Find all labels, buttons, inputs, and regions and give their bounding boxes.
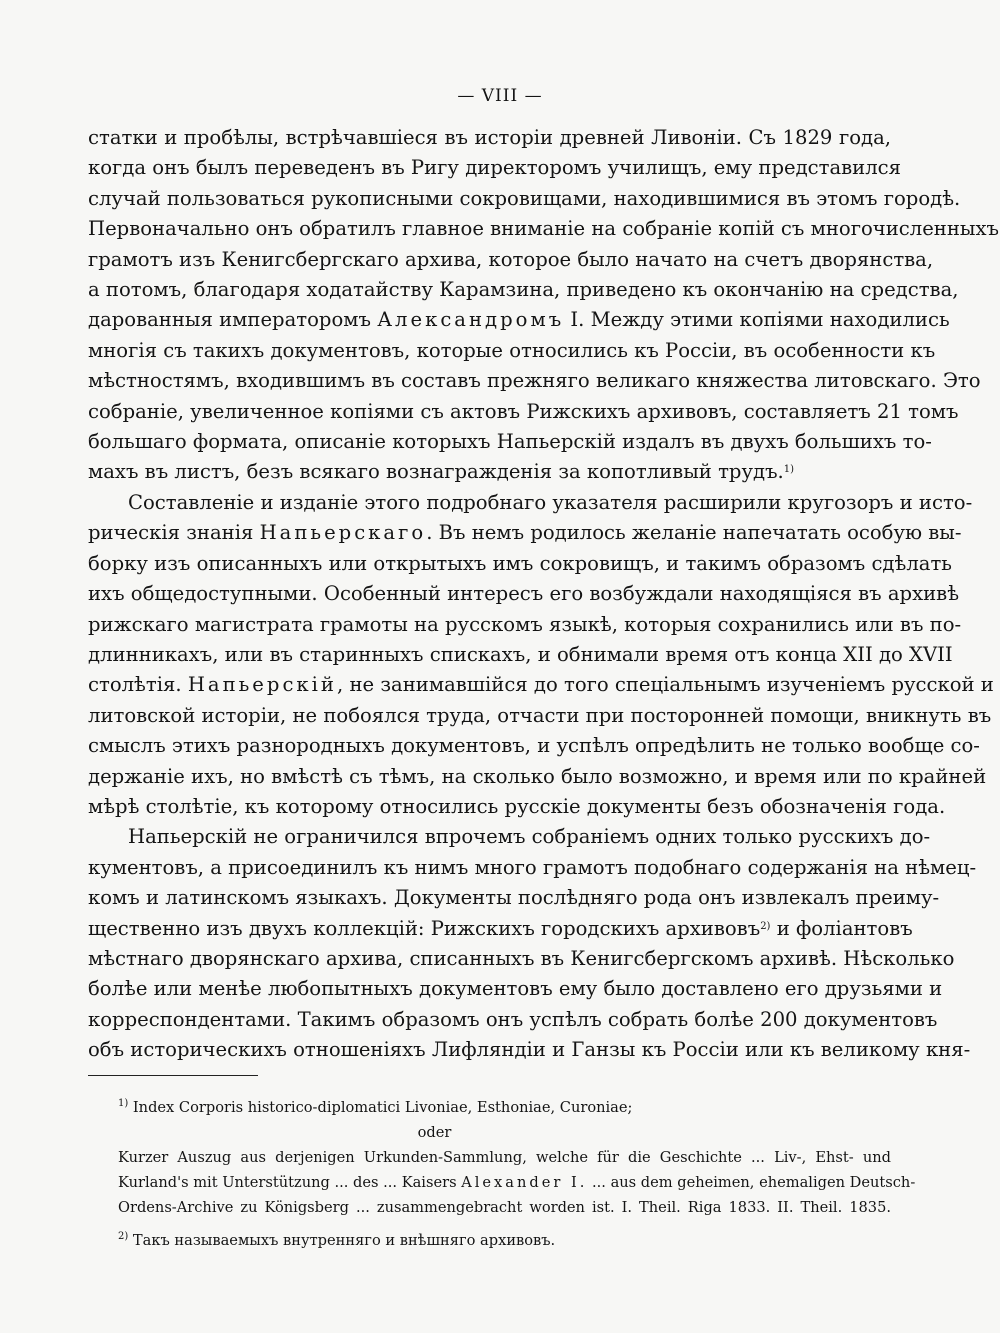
text-segment: столѣтія. bbox=[88, 673, 182, 697]
text-line: болѣе или менѣе любопытныхъ документовъ ему было доставлено его друзьями и bbox=[88, 977, 943, 1001]
text-segment: дарованныя императоромъ bbox=[88, 308, 371, 332]
footnote-1 bbox=[118, 1095, 891, 1120]
footnote-text: Ordens-Archive zu Königsberg ... zusammengebracht worden ist. I. Theil. Riga 1833. II. Theil. 1835. bbox=[118, 1199, 891, 1216]
text-line: мѣстнаго дворянскаго архива, списанныхъ въ Кенигсбергскомъ архивѣ. Нѣсколько bbox=[88, 946, 955, 970]
footnote-ref: 1) bbox=[783, 464, 795, 476]
text-line: корреспондентами. Такимъ образомъ онъ успѣлъ собрать болѣе 200 документовъ bbox=[88, 1007, 938, 1031]
footnote-2 bbox=[118, 1228, 891, 1253]
footnote-text: Index Corporis historico-diplomatici Livoniae, Esthoniae, Curoniae; bbox=[132, 1099, 633, 1116]
text-line: Первоначально онъ обратилъ главное вниманіе на собраніе копій съ многочисленныхъ bbox=[88, 217, 1000, 241]
footnote-text: oder bbox=[417, 1124, 452, 1141]
text-line: держаніе ихъ, но вмѣстѣ съ тѣмъ, на сколько было возможно, и время или по крайней bbox=[88, 764, 987, 788]
text-segment: щественно изъ двухъ коллекцій: Рижскихъ городскихъ архивовъ bbox=[88, 916, 761, 940]
text-segment: , не занимавшійся до того спеціальнымъ изученіемъ русской и bbox=[337, 673, 994, 697]
text-line: статки и пробѣлы, встрѣчавшіеся въ исторіи древней Ливоніи. Съ 1829 года, bbox=[88, 126, 891, 149]
text-line: собраніе, увеличенное копіями съ актовъ Рижскихъ архивовъ, составляетъ 21 томъ bbox=[88, 399, 959, 423]
spaced-name: Напьерскаго bbox=[259, 521, 427, 545]
main-text bbox=[88, 123, 1000, 1066]
spaced-name: Alexander I. bbox=[461, 1174, 588, 1191]
text-line bbox=[88, 914, 913, 944]
text-line: случай пользоваться рукописными сокровищами, находившимися въ этомъ городѣ. bbox=[88, 186, 961, 210]
text-line: комъ и латинскомъ языкахъ. Документы послѣдняго рода онъ извлекалъ преиму- bbox=[88, 886, 940, 910]
text-line: грамотъ изъ Кенигсбергскаго архива, которое было начато на счетъ дворянства, bbox=[88, 247, 934, 271]
footnote-ref: 2) bbox=[760, 920, 771, 932]
text-segment: I. Между этими копіями находились bbox=[570, 308, 950, 332]
footnote-divider bbox=[88, 1075, 258, 1076]
page-number: — VIII — bbox=[457, 86, 543, 106]
text-line bbox=[88, 670, 994, 700]
footnote-segment: Kurland's mit Unterstützung ... des ... Kaisers bbox=[118, 1174, 457, 1191]
text-line: объ историческихъ отношеніяхъ Лифляндіи и Ганзы къ Россіи или къ великому кня- bbox=[88, 1038, 971, 1062]
text-segment: рическія знанія bbox=[88, 521, 254, 545]
text-line: борку изъ описанныхъ или открытыхъ имъ сокровищъ, и такимъ образомъ сдѣлать bbox=[88, 551, 952, 575]
footnote-text-line bbox=[118, 1170, 916, 1195]
text-segment: . Въ немъ родилось желаніе напечатать особую вы- bbox=[426, 521, 962, 545]
text-segment: махъ въ листъ, безъ всякаго вознагражденія за копотливый трудъ. bbox=[88, 460, 784, 484]
text-line: мѣрѣ столѣтіе, къ которому относились русскіе документы безъ обозначенія года. bbox=[88, 794, 946, 818]
footnote-marker: 1) bbox=[118, 1098, 129, 1109]
spaced-name: Напьерскій bbox=[187, 673, 337, 697]
footnote-text: Kurzer Auszug aus derjenigen Urkunden-Sammlung, welche für die Geschichte ... Liv-, Ehst- und bbox=[118, 1149, 891, 1166]
text-line bbox=[88, 518, 962, 548]
text-line: Напьерскій не ограничился впрочемъ собраніемъ одних только русскихъ до- bbox=[128, 825, 931, 849]
footnote-segment: ... aus dem geheimen, ehemaligen Deutsch- bbox=[592, 1174, 916, 1191]
text-line bbox=[88, 305, 950, 335]
footnotes bbox=[118, 1095, 916, 1253]
text-line: кументовъ, а присоединилъ къ нимъ много грамотъ подобнаго содержанія на нѣмец- bbox=[88, 855, 977, 879]
text-line: смыслъ этихъ разнородныхъ документовъ, и успѣлъ опредѣлить не только вообще со- bbox=[88, 734, 980, 758]
text-line: а потомъ, благодаря ходатайству Карамзина, приведено къ окончанію на средства, bbox=[88, 278, 959, 302]
text-line: ихъ общедоступными. Особенный интересъ его возбуждали находящіяся въ архивѣ bbox=[88, 582, 960, 606]
text-line: мѣстностямъ, входившимъ въ составъ прежняго великаго княжества литовскаго. Это bbox=[88, 369, 981, 393]
text-line: Составленіе и изданіе этого подробнаго указателя расширили кругозоръ и исто- bbox=[128, 490, 973, 514]
text-line: рижскаго магистрата грамоты на русскомъ языкѣ, которыя сохранились или въ по- bbox=[88, 612, 962, 636]
text-line: когда онъ былъ переведенъ въ Ригу директоромъ училищъ, ему представился bbox=[88, 156, 902, 180]
footnote-marker: 2) bbox=[118, 1231, 129, 1242]
text-line: большаго формата, описаніе которыхъ Напьерскій издалъ въ двухъ большихъ то- bbox=[88, 430, 932, 454]
footnote-text: Такъ называемыхъ внутренняго и внѣшняго архивовъ. bbox=[132, 1232, 556, 1249]
text-line bbox=[88, 457, 891, 487]
text-line: литовской исторіи, не побоялся труда, отчасти при посторонней помощи, вникнуть въ bbox=[88, 703, 992, 727]
text-segment: и фоліантовъ bbox=[776, 916, 913, 940]
spaced-name: Александромъ bbox=[377, 308, 565, 332]
text-line: длинникахъ, или въ старинныхъ спискахъ, и обнимали время отъ конца XII до XVII bbox=[88, 642, 953, 666]
text-line: многія съ такихъ документовъ, которые относились къ Россіи, въ особенности къ bbox=[88, 338, 936, 362]
